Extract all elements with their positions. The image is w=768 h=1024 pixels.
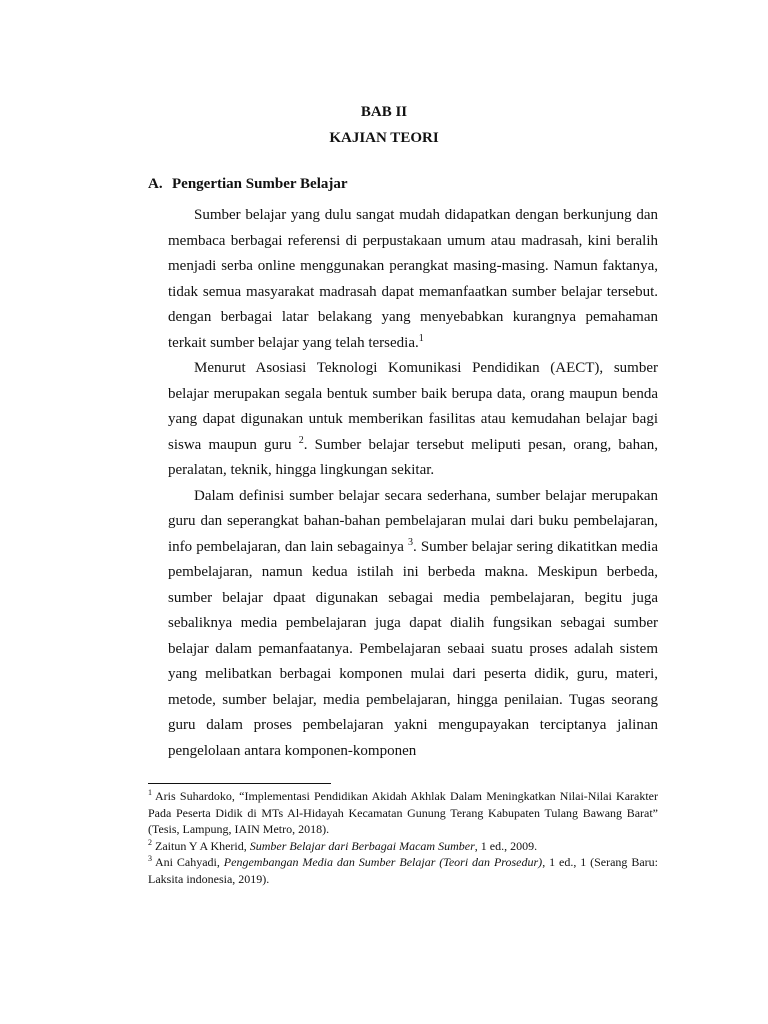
footnote bbox=[148, 788, 658, 838]
footnote-text: Ani Cahyadi, bbox=[155, 855, 224, 869]
paragraph-text: Menurut Asosiasi Teknologi Komunikasi Pendidikan (AECT), sumber belajar merupakan segala bentuk sumber baik berupa data, orang maupun benda yang dapat digunakan untuk memberikan fasilitas atau kemudahan belajar bagi siswa maupun guru bbox=[168, 360, 658, 453]
footnote-title: Pengembangan Media dan Sumber Belajar (Teori dan Prosedur) bbox=[223, 855, 543, 869]
footnote-text: , 1 ed., 1 (Serang Baru: Laksita indonesia, 2019). bbox=[148, 855, 658, 886]
footnotes bbox=[148, 788, 658, 887]
body-text bbox=[168, 203, 658, 764]
footnote-ref: 3 bbox=[407, 536, 413, 548]
footnote-text: Aris Suhardoko, “Implementasi Pendidikan Akidah Akhlak Dalam Meningkatkan Nilai-Nilai Karakter Pada Peserta Didik di MTs Al-Hidayah Kecamatan Gunung Terang Kabupaten Tulang Bawang Barat” (Tesis, Lampung, IAIN Metro, 2018). bbox=[148, 789, 658, 836]
footnote-number: 3 bbox=[148, 854, 152, 863]
paragraph bbox=[168, 203, 658, 356]
section-heading bbox=[148, 176, 348, 193]
footnote-number: 1 bbox=[148, 788, 152, 797]
footnote-text: Zaitun Y A Kherid, bbox=[155, 838, 250, 853]
paragraph bbox=[168, 484, 658, 765]
paragraph-text: . Sumber belajar sering dikatitkan media pembelajaran, namun kedua istilah ini berbeda makna. Meskipun berbeda, sumber belajar dpaat digunakan sebagai media pembelajaran, begitu juga sebaliknya media pembelajaran juga dapat dialih fungsikan sebagai sumber belajar dalam pemanfaatanya. Pembelajaran sebaai suatu proses adalah sistem yang melibatkan berbagai komponen mulai dari peserta didik, guru, materi, metode, sumber belajar, media pembelajaran, hingga penilaian. Tugas seorang guru dalam proses pembelajaran yakni mengupayakan terciptanya jalinan pengelolaan antara komponen-komponen bbox=[168, 538, 658, 759]
footnote bbox=[148, 854, 658, 887]
section-number: A. bbox=[148, 176, 163, 192]
footnote-ref: 2 bbox=[298, 434, 304, 446]
footnote-number: 2 bbox=[148, 837, 152, 847]
footnote-title: Sumber Belajar dari Berbagai Macam Sumber bbox=[249, 838, 475, 853]
footnote-separator bbox=[148, 783, 331, 784]
paragraph-text: Sumber belajar yang dulu sangat mudah didapatkan dengan berkunjung dan membaca berbagai referensi di perpustakaan umum atau madrasah, kini beralih menjadi serba online menggunakan perangkat masing-masing. Namun faktanya, tidak semua masyarakat madrasah dapat memanfaatkan sumber belajar tersebut. dengan berbagai latar belakang yang menyebabkan kurangnya pemahaman terkait sumber belajar yang telah tersedia. bbox=[168, 207, 658, 351]
chapter-label: BAB II bbox=[360, 104, 408, 120]
paragraph-text: . Sumber belajar tersebut meliputi pesan, orang, bahan, peralatan, teknik, hingga lingkungan sekitar. bbox=[168, 436, 658, 478]
footnote-text: , 1 ed., 2009. bbox=[474, 838, 538, 853]
footnote-ref: 1 bbox=[418, 332, 424, 344]
footnote bbox=[148, 838, 658, 855]
section-title: Pengertian Sumber Belajar bbox=[172, 176, 348, 192]
chapter-title: KAJIAN TEORI bbox=[329, 130, 439, 146]
paragraph bbox=[168, 356, 658, 484]
paragraph-text: Dalam definisi sumber belajar secara sederhana, sumber belajar merupakan guru dan seperangkat bahan-bahan pembelajaran mulai dari buku pembelajaran, info pembelajaran, dan lain sebagainya bbox=[168, 487, 658, 555]
